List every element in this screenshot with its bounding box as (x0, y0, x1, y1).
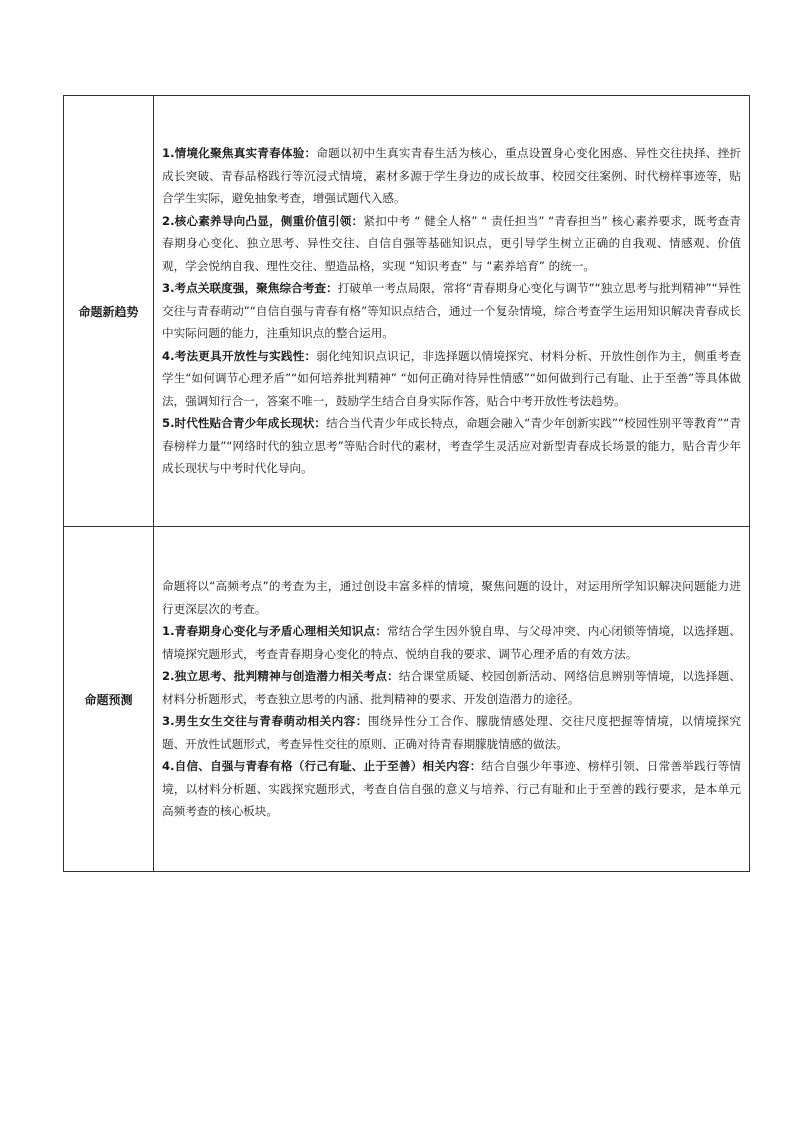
item-text: 紧扣中考 “ 健全人格” “ 责任担当” “青春担当” 核心素养要求，既考查青春期身心变化、独立思考、异性交往、自信自强等基础知识点，更引导学生树立正确的自我观、情感观、价值观，学会悦纳自我、理性交往、塑造品格，实现 “知识考查” 与 “素养培育” 的统一。 (162, 213, 741, 273)
item-heading: 4.考法更具开放性与实践性： (162, 348, 317, 363)
list-item (162, 665, 741, 710)
list-item (162, 277, 741, 345)
table-row-predictions (64, 527, 750, 872)
item-text: 围绕异性分工合作、朦胧情感处理、交往尺度把握等情境，以情境探究题、开放性试题形式，考查异性交往的原则、正确对待青春期朦胧情感的做法。 (162, 714, 741, 751)
item-heading: 3.考点关联度强，聚焦综合考查： (162, 281, 338, 296)
item-heading: 2.核心素养导向凸显，侧重价值引领： (162, 213, 364, 228)
item-heading: 1.情境化聚焦真实青春体验： (162, 146, 317, 161)
list-item (162, 210, 741, 278)
item-text: 常结合学生因外貌自卑、与父母冲突、内心闭锁等情境，以选择题、情境探究题形式，考查青春期身心变化的特点、悦纳自我的要求、调节心理矛盾的有效方法。 (162, 624, 741, 661)
item-text: 弱化纯知识点识记，非选择题以情境探究、材料分析、开放性创作为主，侧重考查学生“如何调节心理矛盾”“如何培养批判精神” “如何正确对待异性情感”“如何做到行己有耻、止于至善”等具体做法，强调知行合一，答案不唯一，鼓励学生结合自身实际作答，贴合中考开放性考法趋势。 (162, 348, 741, 408)
item-text: 结合课堂质疑、校园创新活动、网络信息辨别等情境，以选择题、材料分析题形式，考查独立思考的内涵、批判精神的要求、开发创造潜力的途径。 (162, 669, 741, 706)
item-text: 打破单一考点局限，常将“青春期身心变化与调节”“独立思考与批判精神”“异性交往与青春萌动”“自信自强与青春有格”等知识点结合，通过一个复杂情境，综合考查学生运用知识解决青春成长中实际问题的能力，注重知识点的整合运用。 (162, 281, 741, 341)
intro-paragraph: 命题将以“高频考点”的考查为主，通过创设丰富多样的情境，聚焦问题的设计，对运用所学知识解决问题能力进行更深层次的考查。 (162, 579, 741, 616)
list-item (162, 412, 741, 480)
item-heading: 5.时代性贴合青少年成长现状： (162, 416, 327, 431)
list-item (162, 710, 741, 755)
list-item (162, 142, 741, 210)
row-label-predictions: 命题预测 (64, 527, 154, 872)
analysis-table (63, 95, 750, 872)
list-item (162, 345, 741, 413)
row-label-trends: 命题新趋势 (64, 96, 154, 527)
item-heading: 1.青春期身心变化与矛盾心理相关知识点： (162, 624, 388, 639)
list-item (162, 620, 741, 665)
item-heading: 3.男生女生交往与青春萌动相关内容： (162, 714, 368, 729)
item-text: 命题以初中生真实青春生活为核心，重点设置身心变化困惑、异性交往抉择、挫折成长突破、青春品格践行等沉浸式情境，素材多源于学生身边的成长故事、校园交往案例、时代榜样事迹等，贴合学生实际，避免抽象考查，增强试题代入感。 (162, 146, 741, 206)
row-content-predictions (154, 527, 750, 872)
item-text: 结合当代青少年成长特点，命题会融入“青少年创新实践”“校园性别平等教育”“青春榜样力量”“网络时代的独立思考”等贴合时代的素材，考查学生灵活应对新型青春成长场景的能力，贴合青少年成长现状与中考时代化导向。 (162, 416, 741, 476)
item-heading: 2.独立思考、批判精神与创造潜力相关考点： (162, 669, 399, 684)
item-text: 结合自强少年事迹、榜样引领、日常善举践行等情境，以材料分析题、实践探究题形式，考查自信自强的意义与培养、行己有耻和止于至善的践行要求，是本单元高频考查的核心板块。 (162, 759, 741, 819)
list-item (162, 755, 741, 823)
row-content-trends (154, 96, 750, 527)
table-row-trends (64, 96, 750, 527)
item-heading: 4.自信、自强与青春有格（行己有耻、止于至善）相关内容： (162, 759, 482, 774)
